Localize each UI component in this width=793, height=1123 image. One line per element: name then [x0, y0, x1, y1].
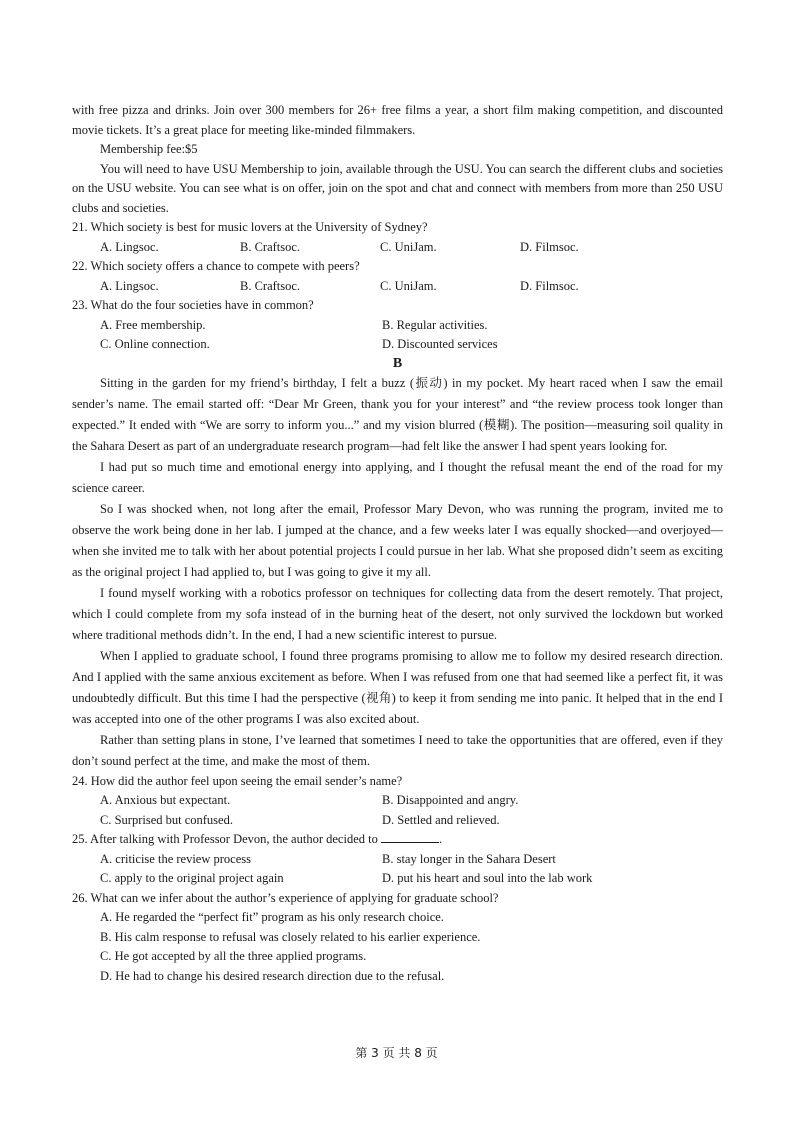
option-d: D. Discounted services	[382, 337, 498, 351]
option-a: A. Lingsoc.	[100, 278, 159, 293]
question-25-stem-end: .	[438, 832, 443, 846]
passage-paragraph: Rather than setting plans in stone, I’ve learned that sometimes I need to take the opportunities that are offered, even if they don’t sound perfect at the time, and make the most of them.	[72, 732, 723, 768]
option-b: B. Regular activities.	[382, 317, 488, 332]
option-a: A. Lingsoc.	[100, 239, 159, 254]
option-c: C. apply to the original project again	[100, 871, 284, 885]
passage-paragraph: I had put so much time and emotional energy into applying, and I thought the refusal meant the end of the road for my science career.	[72, 459, 723, 495]
option-d: D. Settled and relieved.	[382, 812, 500, 827]
question-26	[72, 889, 723, 987]
question-21	[72, 218, 723, 257]
option-d: D. He had to change his desired research direction due to the refusal.	[100, 968, 445, 983]
question-23-options	[72, 316, 723, 355]
question-25-options	[72, 850, 723, 889]
option-b: B. His calm response to refusal was closely related to his earlier experience.	[100, 929, 481, 944]
question-22-stem: 22. Which society offers a chance to compete with peers?	[72, 259, 360, 273]
question-21-stem: 21. Which society is best for music lovers at the University of Sydney?	[72, 220, 428, 234]
option-a: A. Anxious but expectant.	[100, 793, 231, 807]
section-heading: B	[392, 355, 403, 371]
question-26-stem: 26. What can we infer about the author’s experience of applying for graduate school?	[72, 890, 499, 905]
question-23	[72, 296, 723, 355]
option-c: C. Online connection.	[100, 337, 210, 351]
option-c: C. UniJam.	[380, 278, 437, 293]
question-25	[72, 830, 723, 889]
question-25-stem-line	[72, 830, 723, 850]
answer-blank	[381, 830, 439, 843]
passage-paragraph: So I was shocked when, not long after the email, Professor Mary Devon, who was running the program, invited me to observe the work being done in her lab. I jumped at the chance, and a few weeks later I was equally shocked—and overjoyed—when she invited me to talk with her about potential projects I could pursue in her lab. What she proposed didn’t seem as exciting as the original project I had applied to, but I was going to give it my all.	[72, 501, 723, 579]
document-page	[72, 101, 723, 986]
passage-paragraph: When I applied to graduate school, I found three programs promising to allow me to follow my desired research direction. And I applied with the same anxious excitement as before. When I was refused from one that had seemed like a perfect fit, it was undoubtedly difficult. But this time I had the perspective (视角) to keep it from sending me into panic. It helped that in the end I was accepted into one of the other programs I was also excited about.	[72, 648, 723, 726]
option-d: D. put his heart and soul into the lab work	[382, 871, 593, 885]
passage-paragraph: I found myself working with a robotics professor on techniques for collecting data from the desert remotely. That project, which I could complete from my sofa instead of in the burning heat of the desert, not only survived the lockdown but worked where traditional methods didn’t. In the end, I had a new scientific interest to pursue.	[72, 585, 723, 642]
passage-paragraph: Sitting in the garden for my friend’s birthday, I felt a buzz (振动) in my pocket. My heart raced when I saw the email sender’s name. The email started off: “Dear Mr Green, thank you for your interest” and “the review process took longer than expected.” It ended with “We are sorry to inform you...” and my vision blurred (模糊). The position—measuring soil quality in the Sahara Desert as part of an undergraduate research program—had felt like the answer I had spent years looking for.	[72, 375, 723, 453]
option-a: A. Free membership.	[100, 317, 206, 332]
question-24	[72, 772, 723, 831]
question-23-stem: 23. What do the four societies have in common?	[72, 298, 314, 312]
intro-paragraph-2: You will need to have USU Membership to join, available through the USU. You can search the different clubs and societies on the USU website. You can see what is on offer, join on the spot and chat and connect with members from more than 250 USU clubs and societies.	[72, 161, 723, 215]
option-c: C. He got accepted by all the three applied programs.	[100, 949, 367, 963]
question-24-options	[72, 791, 723, 830]
membership-fee: Membership fee:$5	[100, 142, 198, 156]
question-25-stem: 25. After talking with Professor Devon, the author decided to	[72, 832, 378, 846]
intro-paragraph-1: with free pizza and drinks. Join over 300 members for 26+ free films a year, a short film making competition, and discounted movie tickets. It’s a great place for meeting like-minded filmmakers.	[72, 103, 723, 137]
option-d: D. Filmsoc.	[520, 239, 579, 254]
option-d: D. Filmsoc.	[520, 278, 579, 293]
option-b: B. stay longer in the Sahara Desert	[382, 851, 556, 866]
option-a: A. He regarded the “perfect fit” program as his only research choice.	[100, 910, 444, 924]
option-b: B. Disappointed and angry.	[382, 793, 519, 807]
question-22-options	[72, 277, 723, 297]
option-b: B. Craftsoc.	[240, 239, 301, 254]
option-b: B. Craftsoc.	[240, 278, 301, 293]
option-c: C. UniJam.	[380, 239, 437, 254]
question-26-options	[72, 908, 723, 986]
option-a: A. criticise the review process	[100, 851, 251, 866]
page-footer: 第 3 页 共 8 页	[355, 1046, 438, 1060]
passage-b	[72, 373, 723, 772]
question-24-stem: 24. How did the author feel upon seeing the email sender’s name?	[72, 773, 403, 788]
option-c: C. Surprised but confused.	[100, 812, 233, 827]
question-22	[72, 257, 723, 296]
question-21-options	[72, 238, 723, 258]
